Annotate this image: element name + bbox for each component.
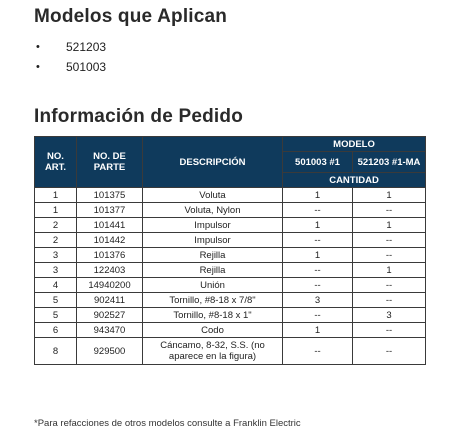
cell-art: 4: [35, 278, 77, 293]
cell-part: 943470: [77, 323, 143, 338]
cell-qty-a: --: [283, 263, 353, 278]
cell-qty-a: --: [283, 278, 353, 293]
list-item: [34, 37, 106, 57]
cell-qty-b: 3: [353, 308, 426, 323]
footnote: *Para refacciones de otros modelos consulte a Franklin Electric: [34, 418, 301, 429]
cell-art: 5: [35, 293, 77, 308]
cell-art: 8: [35, 338, 77, 365]
order-table: [34, 136, 426, 365]
cell-part: 101442: [77, 233, 143, 248]
cell-qty-a: --: [283, 233, 353, 248]
table-row: [35, 278, 426, 293]
cell-description: Voluta: [143, 188, 283, 203]
cell-qty-b: --: [353, 278, 426, 293]
cell-qty-b: 1: [353, 218, 426, 233]
cell-part: 101441: [77, 218, 143, 233]
cell-qty-a: 1: [283, 188, 353, 203]
cell-art: 2: [35, 233, 77, 248]
cell-description: Unión: [143, 278, 283, 293]
col-header-description: DESCRIPCIÓN: [143, 137, 283, 188]
cell-description: Tornillo, #8-18 x 7/8": [143, 293, 283, 308]
cell-part: 101377: [77, 203, 143, 218]
cell-art: 3: [35, 263, 77, 278]
cell-art: 2: [35, 218, 77, 233]
models-list: [34, 37, 106, 77]
order-section-title: Información de Pedido: [34, 106, 243, 127]
cell-description: Rejilla: [143, 248, 283, 263]
cell-qty-a: 1: [283, 323, 353, 338]
table-row: [35, 248, 426, 263]
table-row: [35, 293, 426, 308]
col-header-art: NO. ART.: [35, 137, 77, 188]
cell-art: 1: [35, 188, 77, 203]
cell-description: Cáncamo, 8-32, S.S. (no aparece en la figura): [143, 338, 283, 365]
table-row: [35, 188, 426, 203]
bullet-icon: •: [36, 41, 40, 53]
bullet-icon: •: [36, 61, 40, 73]
table-row: [35, 263, 426, 278]
cell-description: Rejilla: [143, 263, 283, 278]
cell-art: 3: [35, 248, 77, 263]
cell-part: 122403: [77, 263, 143, 278]
cell-qty-a: --: [283, 338, 353, 365]
cell-art: 6: [35, 323, 77, 338]
cell-qty-a: --: [283, 308, 353, 323]
col-header-model-b: 521203 #1-MA: [353, 152, 426, 173]
models-section-title: Modelos que Aplican: [34, 6, 228, 27]
col-header-part: NO. DE PARTE: [77, 137, 143, 188]
cell-qty-b: --: [353, 323, 426, 338]
table-row: [35, 308, 426, 323]
cell-description: Impulsor: [143, 218, 283, 233]
model-number: 521203: [66, 40, 107, 54]
col-header-model-a: 501003 #1: [283, 152, 353, 173]
cell-description: Voluta, Nylon: [143, 203, 283, 218]
table-row: [35, 233, 426, 248]
cell-qty-b: --: [353, 233, 426, 248]
col-header-quantity: CANTIDAD: [283, 173, 426, 188]
cell-qty-b: --: [353, 203, 426, 218]
model-number: 501003: [66, 60, 107, 74]
table-row: [35, 338, 426, 365]
cell-part: 929500: [77, 338, 143, 365]
cell-qty-a: --: [283, 203, 353, 218]
cell-part: 14940200: [77, 278, 143, 293]
cell-art: 5: [35, 308, 77, 323]
table-row: [35, 323, 426, 338]
cell-part: 101376: [77, 248, 143, 263]
list-item: [34, 57, 106, 77]
cell-description: Codo: [143, 323, 283, 338]
cell-part: 902527: [77, 308, 143, 323]
cell-qty-a: 1: [283, 248, 353, 263]
col-header-model: MODELO: [283, 137, 426, 152]
cell-qty-a: 3: [283, 293, 353, 308]
cell-part: 902411: [77, 293, 143, 308]
table-row: [35, 218, 426, 233]
cell-art: 1: [35, 203, 77, 218]
cell-qty-b: --: [353, 338, 426, 365]
cell-description: Impulsor: [143, 233, 283, 248]
cell-description: Tornillo, #8-18 x 1": [143, 308, 283, 323]
cell-qty-b: --: [353, 248, 426, 263]
cell-qty-b: 1: [353, 263, 426, 278]
cell-qty-b: 1: [353, 188, 426, 203]
cell-qty-a: 1: [283, 218, 353, 233]
cell-qty-b: --: [353, 293, 426, 308]
table-row: [35, 203, 426, 218]
cell-part: 101375: [77, 188, 143, 203]
